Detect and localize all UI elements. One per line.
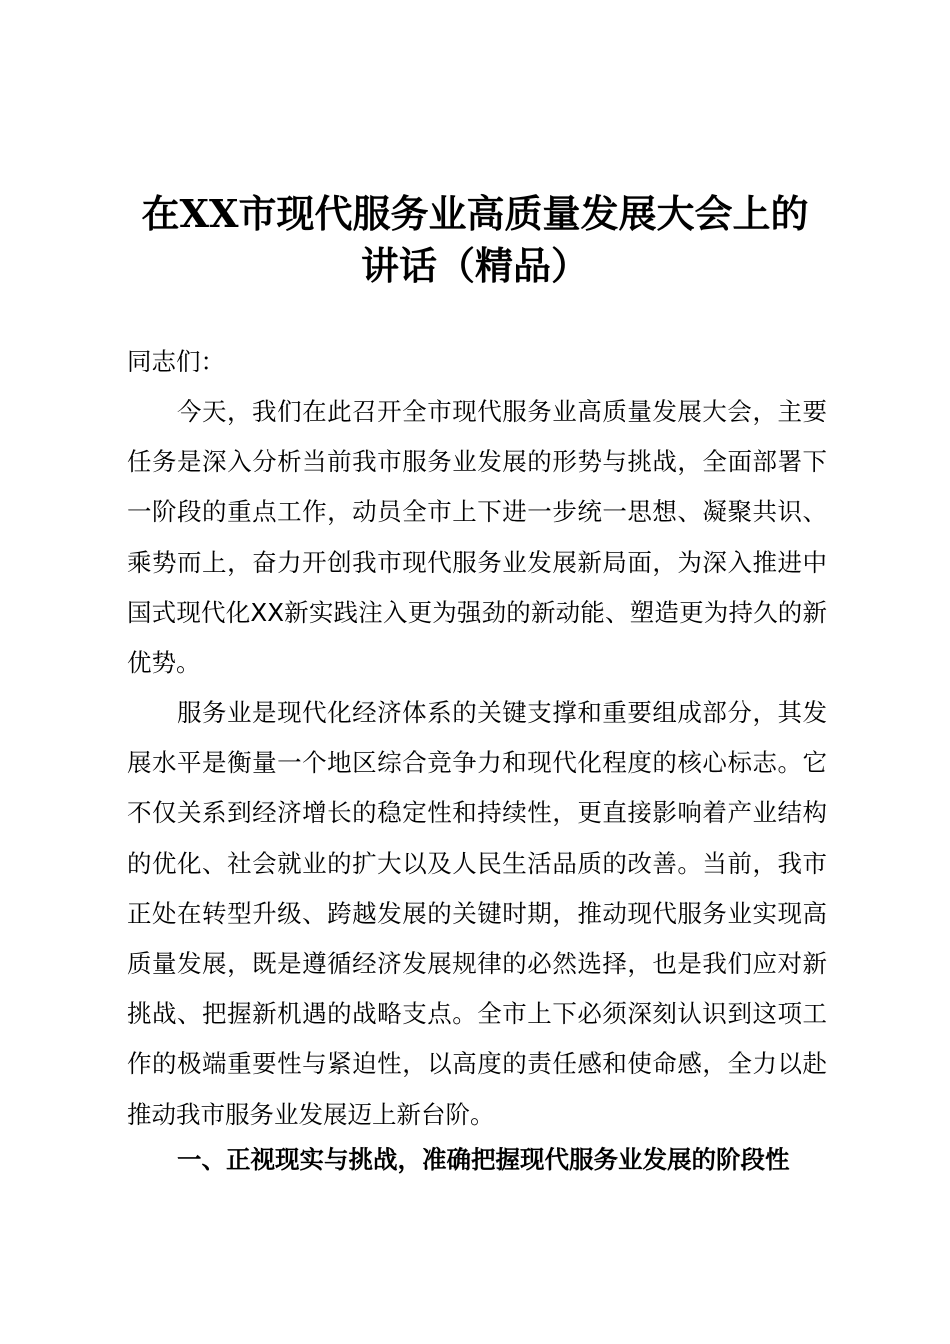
section-heading-1: 一、正视现实与挑战，准确把握现代服务业发展的阶段性 <box>177 1145 790 1174</box>
paragraph-importance: 服务业是现代化经济体系的关键支撑和重要组成部分，其发展水平是衡量一个地区综合竞争力和现代化程度的核心标志。它不仅关系到经济增长的稳定性和持续性，更直接影响着产业结构的优化、社会就业的扩大以及人民生活品质的改善。当前，我市正处在转型升级、跨越发展的关键时期，推动现代服务业实现高质量发展，既是遵循经济发展规律的必然选择，也是我们应对新挑战、把握新机遇的战略支点。全市上下必须深刻认识到这项工作的极端重要性与紧迫性，以高度的责任感和使命感，全力以赴推动我市服务业发展迈上新台阶。 <box>127 698 827 1129</box>
document-title-line-2: 讲话（精品） <box>360 243 589 288</box>
document-title-line-1: 在XX市现代服务业高质量发展大会上的 <box>141 191 809 236</box>
salutation: 同志们： <box>127 347 225 376</box>
paragraph-opening: 今天，我们在此召开全市现代服务业高质量发展大会，主要任务是深入分析当前我市服务业发展的形势与挑战，全面部署下一阶段的重点工作，动员全市上下进一步统一思想、凝聚共识、乘势而上，奋力开创我市现代服务业发展新局面，为深入推进中国式现代化XX新实践注入更为强劲的新动能、塑造更为持久的新优势。 <box>127 397 827 678</box>
